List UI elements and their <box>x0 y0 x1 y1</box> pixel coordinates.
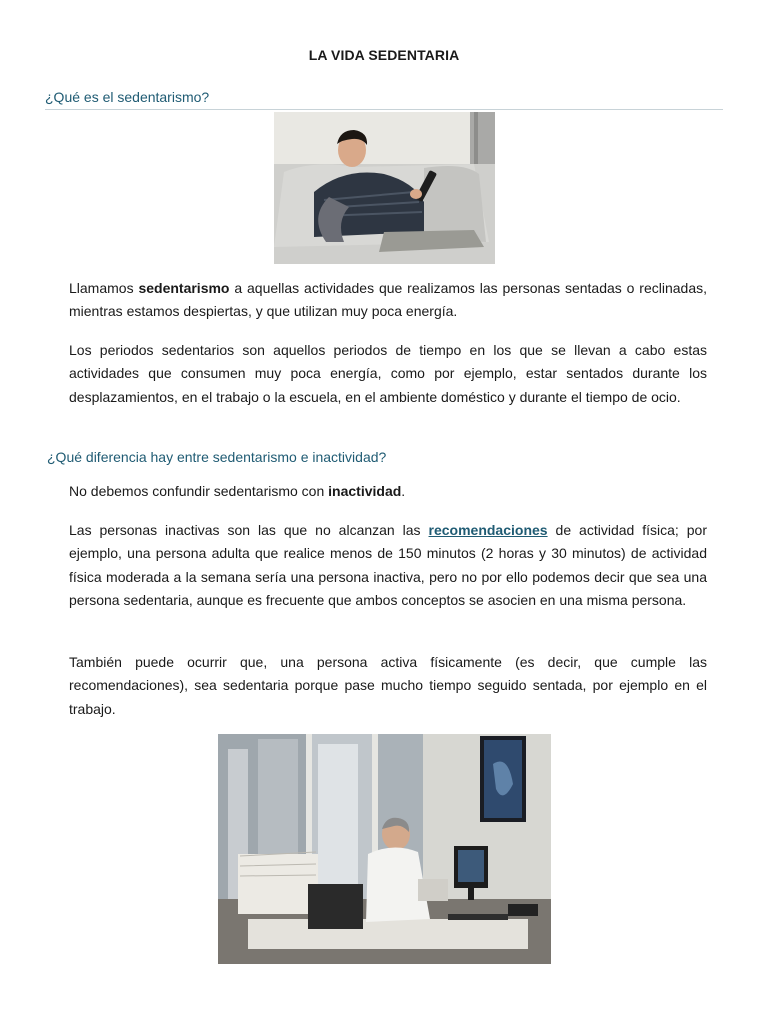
p3-text-end: . <box>401 483 406 499</box>
heading-divider <box>45 109 723 110</box>
paragraph-active-but-sedentary: También puede ocurrir que, una persona activa físicamente (es decir, que cumple las recomendaciones), sea sedentaria porque pase mucho tiempo seguido sentada, por ejemplo en el trabajo. <box>69 654 707 717</box>
paragraph-no-confundir <box>69 480 707 503</box>
term-sedentarismo: sedentarismo <box>138 280 230 296</box>
p4-text-start: Las personas inactivas son las que no alcanzan las <box>69 522 429 538</box>
p1-text-end: a aquellas actividades que realizamos las personas sentadas o reclinadas, mientras estamos despiertas, y que utilizan muy poca energía. <box>69 280 707 320</box>
section-heading-what-is: ¿Qué es el sedentarismo? <box>45 89 210 105</box>
term-inactividad: inactividad <box>328 483 402 499</box>
paragraph-inactive-people <box>69 519 707 612</box>
section-heading-difference: ¿Qué diferencia hay entre sedentarismo e inactividad? <box>47 449 387 465</box>
p3-text-start: No debemos confundir sedentarismo con <box>69 483 329 499</box>
paragraph-sedentary-periods: Los periodos sedentarios son aquellos periodos de tiempo en los que se llevan a cabo estas actividades que consumen muy poca energía, como por ejemplo, estar sentados durante los desplazamientos, en el trabajo o la escuela, en el ambiente doméstico y durante el tiempo de ocio. <box>69 342 707 405</box>
recomendaciones-link[interactable]: recomendaciones <box>428 522 548 538</box>
paragraph-definition <box>69 277 707 324</box>
p4-text-end: de actividad física; por ejemplo, una persona adulta que realice menos de 150 minutos (2 horas y 30 minutos) de actividad física moderada a la semana sería una persona inactiva, pero no por ello podemos decir que sea una persona sedentaria, aunque es frecuente que ambos conceptos se asocien en una misma persona. <box>69 522 707 608</box>
p1-text-start: Llamamos <box>69 280 139 296</box>
page-title: LA VIDA SEDENTARIA <box>308 47 460 63</box>
photo-man-working-at-office-desk <box>218 734 551 964</box>
photo-man-on-sofa-with-tablet <box>274 112 495 264</box>
